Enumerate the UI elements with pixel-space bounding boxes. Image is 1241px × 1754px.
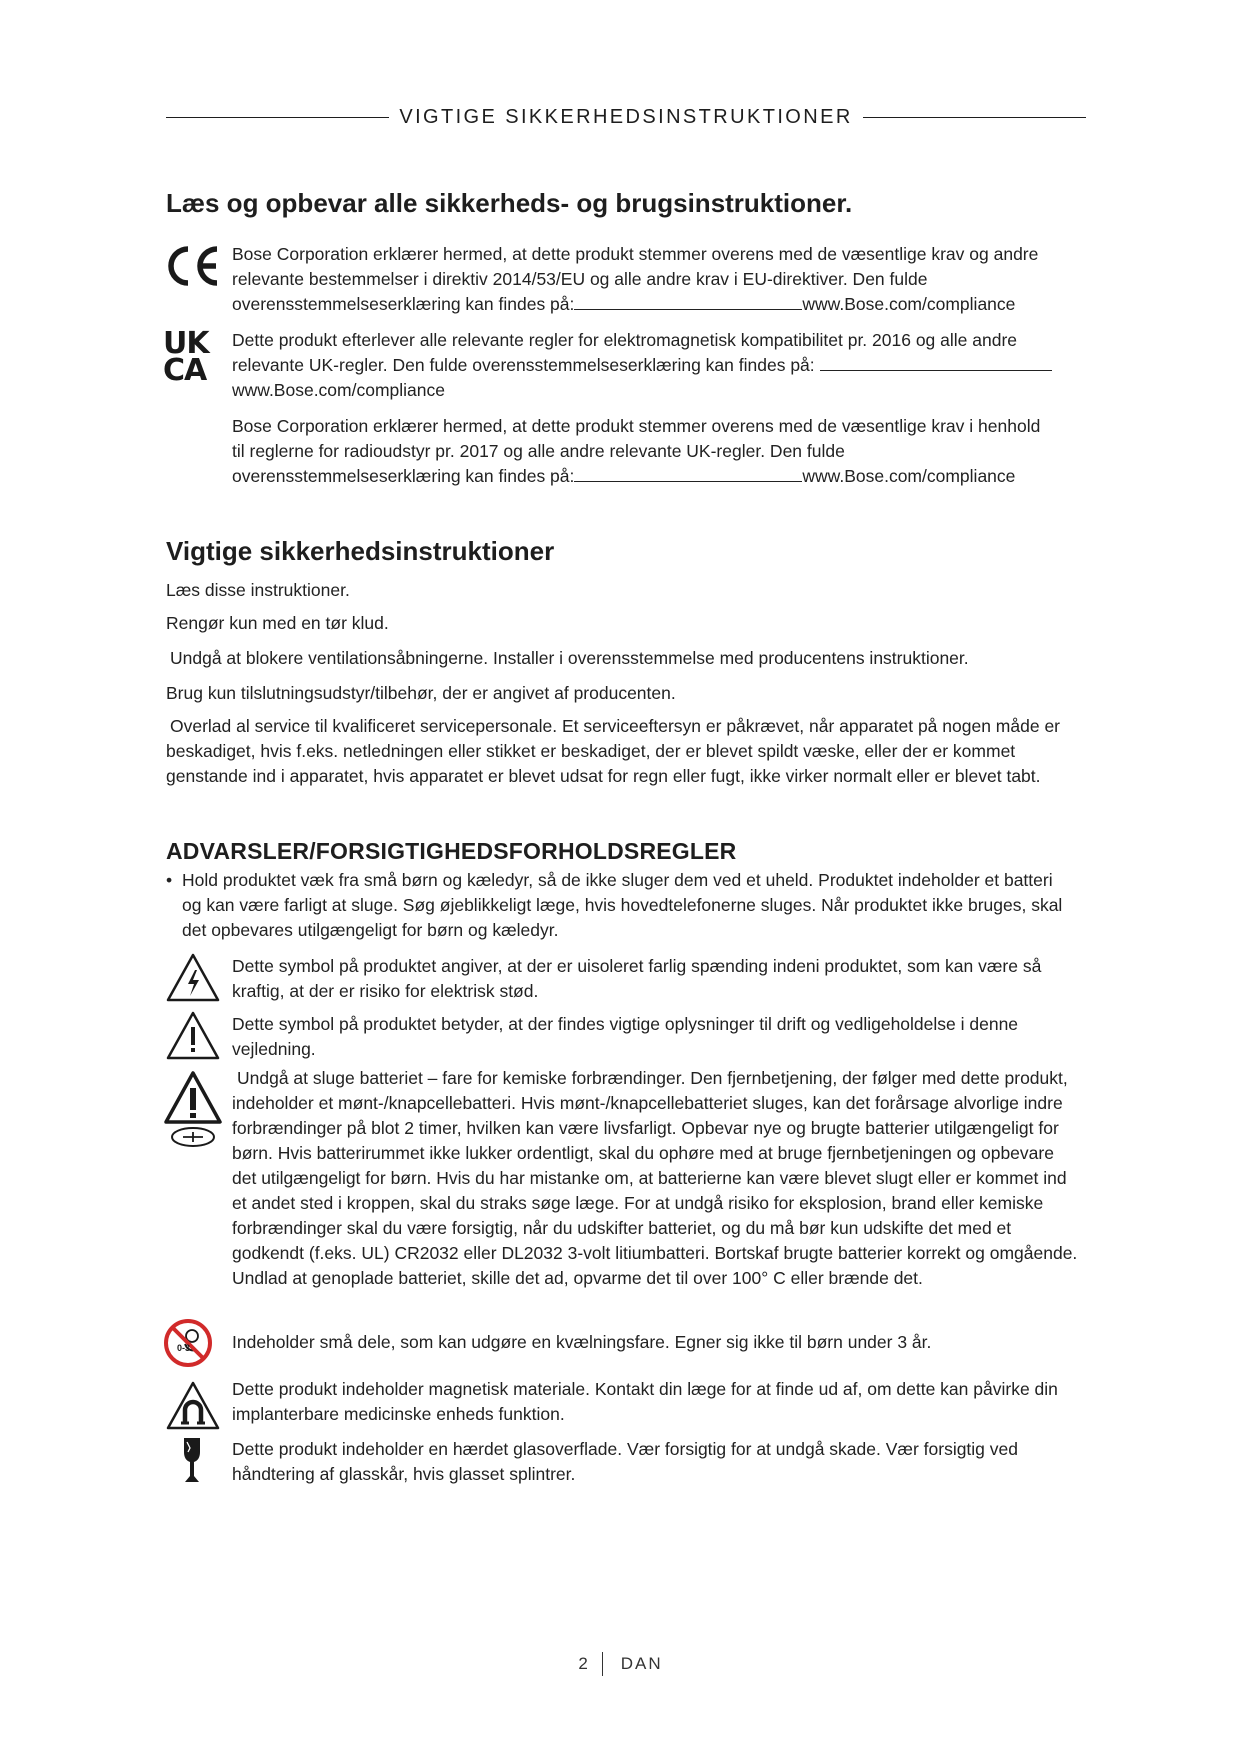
magnetic-warning-icon xyxy=(165,1380,221,1432)
ce-mark-icon xyxy=(164,245,222,287)
ukca-declaration xyxy=(232,328,1062,403)
page-number: 2 xyxy=(578,1654,588,1673)
main-heading: Læs og opbevar alle sikkerheds- og brugsinstruktioner. xyxy=(166,188,853,218)
ukca-mark-top: UK xyxy=(163,326,209,361)
page-header xyxy=(166,104,1086,130)
ukca-mark xyxy=(163,326,223,388)
safety-item: Undgå at blokere ventilationsåbningerne. Installer i overensstemmelse med producentens instruktioner. xyxy=(170,648,969,668)
warnings-heading: ADVARSLER/FORSIGTIGHEDSFORHOLDSREGLER xyxy=(166,838,737,864)
blank-line xyxy=(574,309,802,310)
header-rule-left xyxy=(166,117,389,118)
warning-bullet-text: Hold produktet væk fra små børn og kæledyr, så de ikke sluger dem ved et uheld. Produktet indeholder et batteri og kan være farligt at sluge. Søg øjeblikkeligt læge, hvis hovedtelefonerne sluges. Når produktet ikke bruges, skal det opbevares utilgængeligt for børn og kæledyr. xyxy=(182,870,1063,940)
footer-separator xyxy=(602,1652,603,1676)
small-parts-text: Indeholder små dele, som kan udgøre en kvælningsfare. Egner sig ikke til børn under 3 år. xyxy=(232,1332,932,1352)
small-parts-choking-icon xyxy=(163,1318,213,1368)
glass-warning-text: Dette produkt indeholder en hærdet glasoverflade. Vær forsigtig for at undgå skade. Vær forsigtig ved håndtering af glasskår, hvis glasset splintrer. xyxy=(232,1439,1018,1484)
safety-item: Læs disse instruktioner. xyxy=(166,580,350,600)
electric-warning-text: Dette symbol på produktet angiver, at der er uisoleret farlig spænding indeni produktet, som kan være så kraftig, at der er risiko for elektrisk stød. xyxy=(232,956,1042,1001)
language-code: DAN xyxy=(620,1654,663,1673)
warning-bullet-dot: • xyxy=(166,870,173,890)
ce-declaration-text: Bose Corporation erklærer hermed, at dette produkt stemmer overens med de væsentlige krav og andre relevante bestemmelser i direktiv 2014/53/EU og alle andre krav i EU-direktiver. Den fulde overensstemmelseserklæring kan findes på: xyxy=(232,244,1039,314)
safety-item: Brug kun tilslutningsudstyr/tilbehør, der er angivet af producenten. xyxy=(166,683,676,703)
ukca-declaration-text: Dette produkt efterlever alle relevante regler for elektromagnetisk kompatibilitet pr. 2016 og alle andre relevante UK-regler. Den fulde overensstemmelseserklæring kan findes på: xyxy=(232,330,1018,375)
safety-item: Rengør kun med en tør klud. xyxy=(166,613,389,633)
battery-warning-icon xyxy=(163,1070,223,1150)
electric-shock-warning-icon xyxy=(165,952,221,1004)
ukca-url: www.Bose.com/compliance xyxy=(232,380,445,400)
ce-declaration xyxy=(232,242,1072,317)
important-info-text: Dette symbol på produktet betyder, at der findes vigtige oplysninger til drift og vedligeholdelse i denne vejledning. xyxy=(232,1014,1019,1059)
header-rule-right xyxy=(863,117,1086,118)
exclamation-warning-icon xyxy=(165,1010,221,1062)
safety-item: Overlad al service til kvalificeret servicepersonale. Et serviceeftersyn er påkrævet, når apparatet på nogen måde er beskadiget, hvis f.eks. netledningen eller stikket er beskadiget, der er blevet spildt væske, eller der er kommet genstande ind i apparatet, hvis apparatet er blevet udsat for regn eller fugt, ikke virker normalt eller er blevet tabt. xyxy=(166,716,1061,786)
small-parts-age-label: 0-3 xyxy=(177,1343,191,1353)
radio-declaration-text: Bose Corporation erklærer hermed, at dette produkt stemmer overens med de væsentlige krav i henhold til reglerne for radioudstyr pr. 2017 og alle andre relevante UK-regler. Den fulde overensstemmelseserklæring kan findes på: xyxy=(232,416,1041,486)
glass-shard-icon xyxy=(180,1436,204,1488)
battery-warning-text: Undgå at sluge batteriet – fare for kemiske forbrændinger. Den fjernbetjening, der følger med dette produkt, indeholder et mønt-/knapcellebatteri. Hvis mønt-/knapcellebatteriet sluges, kan det forårsage alvorlige indre forbrændinger på blot 2 timer, hvilken kan være livsfarligt. Opbevar nye og brugte batterier utilgængeligt for børn. Hvis batterirummet ikke lukker ordentligt, skal du ophøre med at bruge fjernbetjeningen og opbevare det utilgængeligt for børn. Hvis du har mistanke om, at batterierne kan være blevet slugt eller er kommet ind et andet sted i kroppen, skal du straks søge læge. For at undgå risiko for eksplosion, brand eller kemiske forbrændinger skal du være forsigtig, når du udskifter batteriet, og du må bør kun udskifte det med et godkendt (f.eks. UL) CR2032 eller DL2032 3-volt litiumbatteri. Bortskaf brugte batterier korrekt og omgående. Undlad at genoplade batteriet, skille det ad, opvarme det til over 100° C eller brænde det. xyxy=(232,1068,1078,1288)
magnetic-warning-text: Dette produkt indeholder magnetisk materiale. Kontakt din læge for at finde ud af, om dette kan påvirke din implanterbare medicinske enheds funktion. xyxy=(232,1379,1058,1424)
safety-heading: Vigtige sikkerhedsinstruktioner xyxy=(166,536,555,566)
radio-declaration xyxy=(232,414,1057,489)
radio-url: www.Bose.com/compliance xyxy=(802,466,1016,486)
ce-url: www.Bose.com/compliance xyxy=(802,294,1016,314)
ukca-mark-bottom: CA xyxy=(163,353,207,388)
header-title: VIGTIGE SIKKERHEDSINSTRUKTIONER xyxy=(399,105,853,128)
blank-line xyxy=(574,481,802,482)
blank-line xyxy=(820,370,1052,371)
page-footer xyxy=(0,1652,1241,1676)
